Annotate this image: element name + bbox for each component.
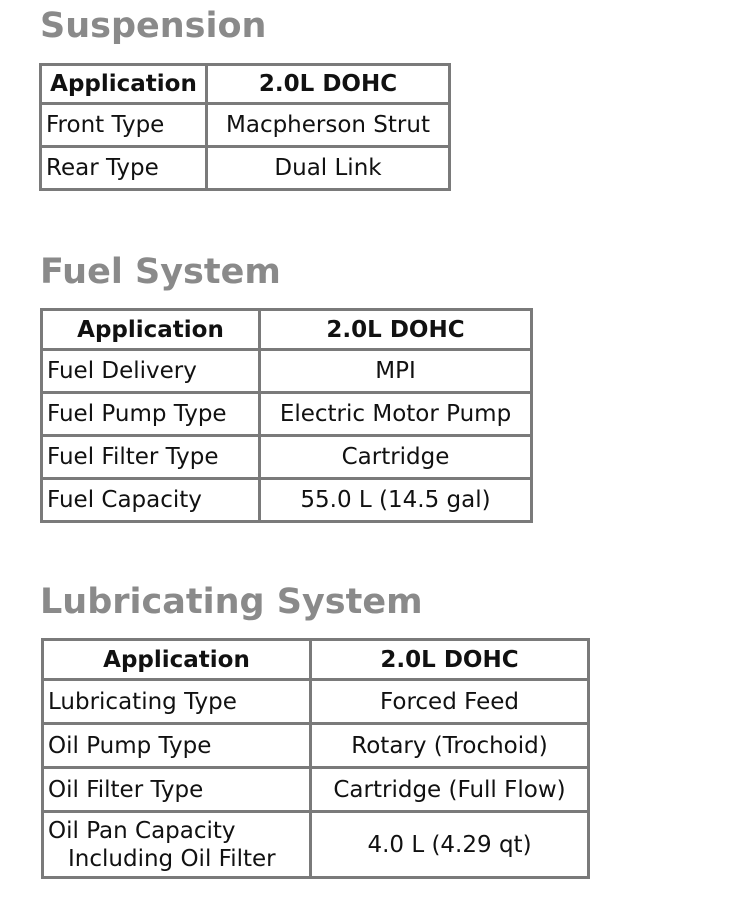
- table-row: [42, 479, 532, 522]
- table-row: [41, 147, 450, 190]
- section-title-lubricating-system: Lubricating System: [40, 582, 423, 622]
- row-label-line1: Oil Pan Capacity: [48, 817, 236, 844]
- row-value: 4.0 L (4.29 qt): [311, 812, 589, 878]
- table-header-row: [41, 65, 450, 104]
- row-value: Dual Link: [207, 147, 450, 190]
- lubricating-system-table: [41, 638, 590, 879]
- row-value: Electric Motor Pump: [260, 393, 532, 436]
- table-row: [41, 104, 450, 147]
- row-value: Cartridge (Full Flow): [311, 768, 589, 812]
- row-label: Fuel Capacity: [42, 479, 260, 522]
- table-row: [42, 436, 532, 479]
- section-title-fuel-system: Fuel System: [40, 252, 281, 292]
- table-row: [42, 350, 532, 393]
- row-value: Cartridge: [260, 436, 532, 479]
- row-value: Rotary (Trochoid): [311, 724, 589, 768]
- table-row: [43, 724, 589, 768]
- row-value: MPI: [260, 350, 532, 393]
- header-engine: 2.0L DOHC: [207, 65, 450, 104]
- fuel-system-table: [40, 308, 533, 523]
- header-application: Application: [42, 310, 260, 350]
- table-header-row: [42, 310, 532, 350]
- row-label: Oil Pump Type: [43, 724, 311, 768]
- table-header-row: [43, 640, 589, 680]
- row-value: Macpherson Strut: [207, 104, 450, 147]
- header-application: Application: [43, 640, 311, 680]
- header-engine: 2.0L DOHC: [311, 640, 589, 680]
- row-label: Rear Type: [41, 147, 207, 190]
- table-row: [43, 812, 589, 878]
- row-label-line2: Including Oil Filter: [68, 845, 276, 872]
- row-label: Fuel Delivery: [42, 350, 260, 393]
- row-label: [43, 812, 311, 878]
- header-application: Application: [41, 65, 207, 104]
- table-row: [43, 680, 589, 724]
- row-value: 55.0 L (14.5 gal): [260, 479, 532, 522]
- header-engine: 2.0L DOHC: [260, 310, 532, 350]
- table-row: [43, 768, 589, 812]
- row-label: Fuel Filter Type: [42, 436, 260, 479]
- suspension-table: [39, 63, 451, 191]
- row-value: Forced Feed: [311, 680, 589, 724]
- section-title-suspension: Suspension: [40, 6, 267, 46]
- table-row: [42, 393, 532, 436]
- row-label: Fuel Pump Type: [42, 393, 260, 436]
- row-label: Front Type: [41, 104, 207, 147]
- row-label: Oil Filter Type: [43, 768, 311, 812]
- row-label: Lubricating Type: [43, 680, 311, 724]
